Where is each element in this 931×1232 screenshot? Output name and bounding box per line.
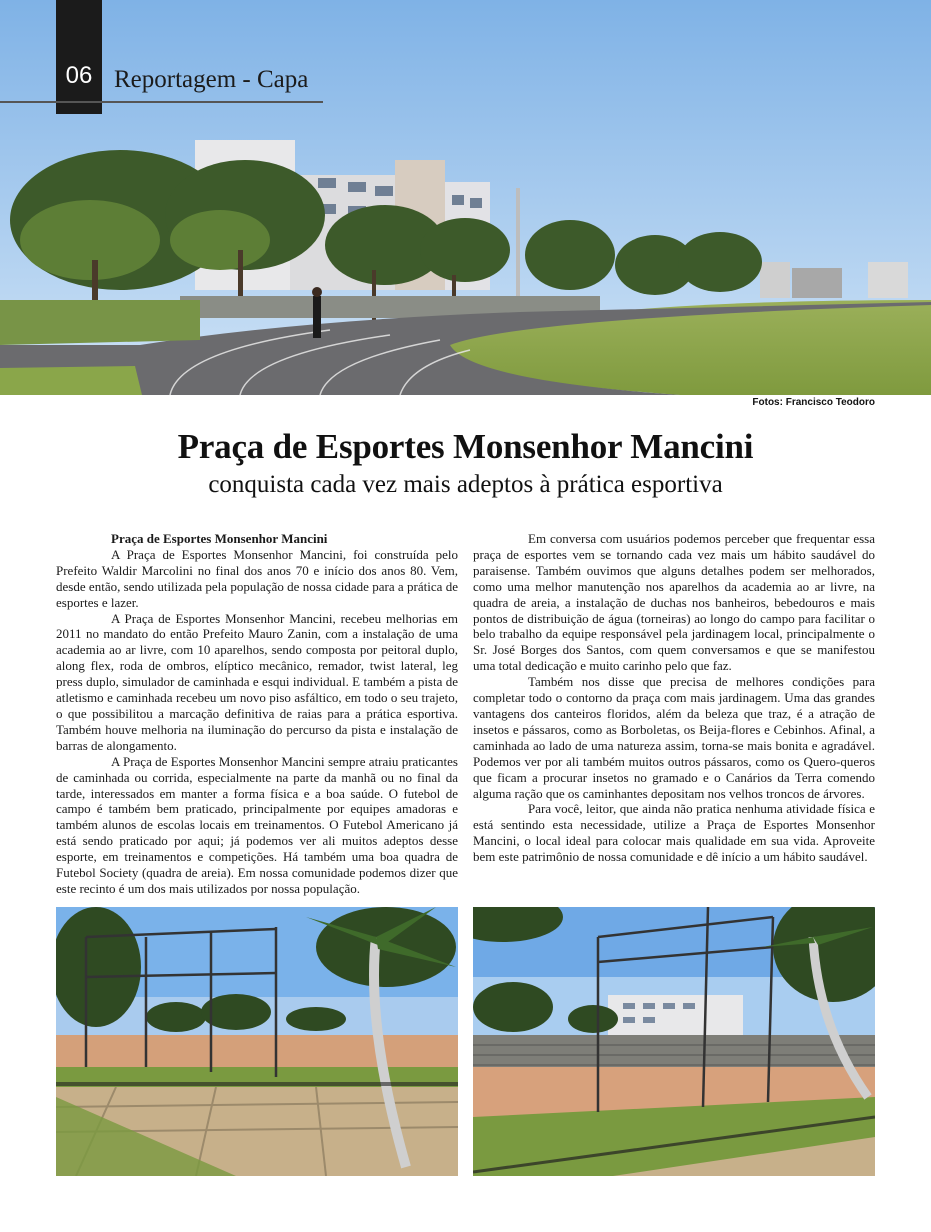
article-paragraph: Também nos disse que precisa de melhores condições para completar todo o contorno da praça com mais jardinagem. Uma das grandes vantagens dos canteiros floridos, além da beleza que traz, é a atração de insetos e pássaros, como as Borboletas, os Beija-flores e Cebinhos. Afinal, a caminhada ao lado de uma natureza assim, torna-se mais bonita e agradável. Podemos ver por ali também muitos outros pássaros, como os Quero-queros que ficam a procurar insetos no gramado e o Canários da Terra comendo alguma ração que os caminhantes depositam nos velhos troncos de árvores.	[473, 674, 875, 801]
article-lead: Praça de Esportes Monsenhor Mancini	[111, 531, 328, 546]
article-paragraph: Em conversa com usuários podemos perceber que frequentar essa praça de esportes vem se tornando cada vez mais um hábito saudável do paraisense. Também ouvimos que alguns detalhes podem ser melhorados, como uma melhor manutenção nos aparelhos da academia ao ar livre, na quadra de areia, a instalação de duchas nos banheiros, bebedouros e mais pontos de distribuição de água (torneiras) ao longo do campo para facilitar o belo trabalho da equipe responsável pela jardinagem local, principalmente o Sr. José Borges dos Santos, com quem conversamos e que se manifestou uma total dedicação e muito carinho pelo que faz.	[473, 531, 875, 674]
photo-sand-court-left	[56, 907, 458, 1176]
page-number-tab	[56, 0, 102, 114]
article-column-right	[473, 531, 875, 865]
article-subtitle: conquista cada vez mais adeptos à prática esportiva	[208, 471, 723, 498]
article-headline: Praça de Esportes Monsenhor Mancini	[177, 427, 754, 466]
article-column-left	[56, 531, 458, 897]
photo-credit: Fotos: Francisco Teodoro	[752, 397, 875, 408]
photo-sand-court-right	[473, 907, 875, 1176]
section-title: Reportagem - Capa	[114, 66, 309, 93]
hero-photo	[0, 0, 931, 395]
article-paragraph: A Praça de Esportes Monsenhor Mancini, foi construída pelo Prefeito Waldir Marcolini no final dos anos 70 e início dos anos 80. Vem, desde então, sendo utilizada pela população de nossa cidade para a prática de esportes e lazer.	[56, 546, 458, 610]
article-paragraph: Para você, leitor, que ainda não pratica nenhuma atividade física e está sentindo esta necessidade, utilize a Praça de Esportes Monsenhor Mancini, o local ideal para colocar mais qualidade em sua vida. Aproveite bem este patrimônio de nossa comunidade e dê início a um hábito saudável.	[473, 801, 875, 865]
article-paragraph: A Praça de Esportes Monsenhor Mancini sempre atraiu praticantes de caminhada ou corrida, especialmente na parte da manhã ou no final da tarde, interessados em manter a forma física e a boa saúde. O futebol de campo é também bem praticado, principalmente por equipes amadoras e também alunos de escolas locais em treinamentos. O Futebol Americano já está sendo praticado por aqui; já podemos ver ali muitos adeptos desse esporte, em treinamentos e competições. Há também uma boa quadra de Futebol Society (quadra de areia). Em nossa comunidade podemos dizer que este recinto é um dos mais utilizados por nossa população.	[56, 753, 458, 896]
page-number: 06	[65, 62, 93, 89]
section-divider	[0, 101, 323, 103]
article-paragraph: A Praça de Esportes Monsenhor Mancini, recebeu melhorias em 2011 no mandato do então Prefeito Mauro Zanin, com a instalação de uma academia ao ar livre, com 10 aparelhos, sendo composta por peitoral duplo, along flex, roda de ombros, elíptico mecânico, remador, twist lateral, leg press duplo, simulador de caminhada e esqui individual. E também a pista de atletismo e caminhada recebeu um novo piso asfáltico, em todo o seu trajeto, o que possibilitou a marcação definitiva de raias para a prática esportiva. Também houve melhoria na iluminação do percurso da pista e instalação de barras de alongamento.	[56, 610, 458, 753]
